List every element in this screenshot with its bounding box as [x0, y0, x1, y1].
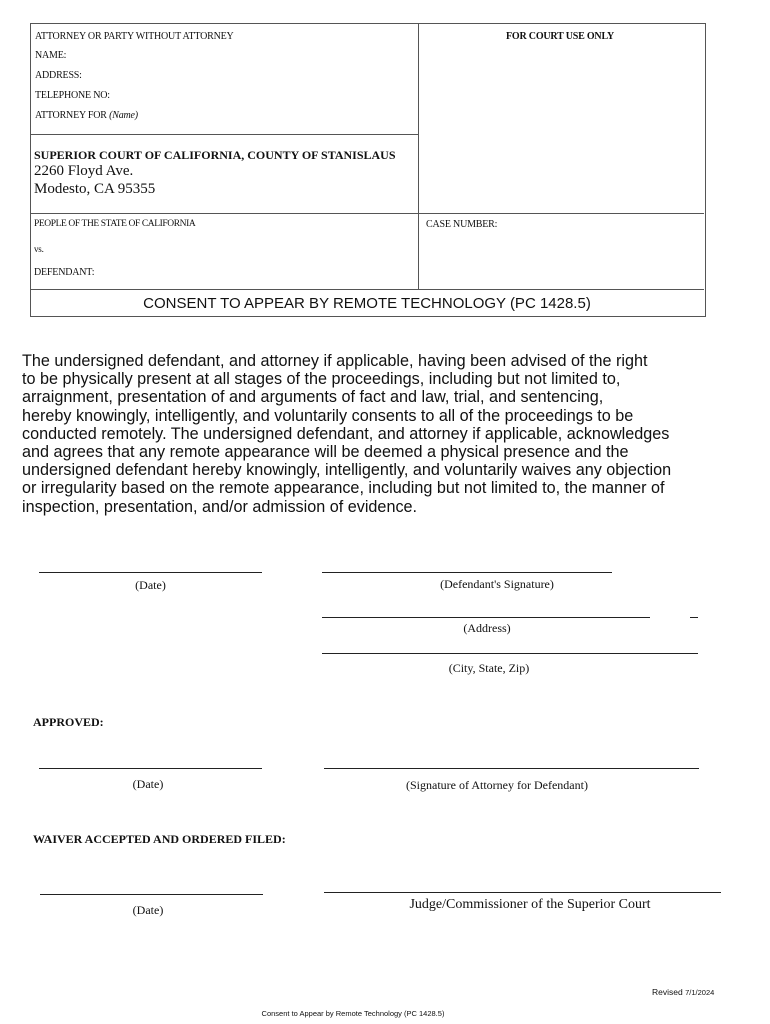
paragraph-line: to be physically present at all stages of the proceedings, including but not limited to, — [22, 370, 621, 389]
defendant-label: DEFENDANT: — [34, 267, 95, 278]
revised-date: 7/1/2024 — [685, 988, 715, 997]
date-line-3[interactable] — [40, 894, 263, 895]
address-label: ADDRESS: — [35, 70, 82, 81]
paragraph-line: or irregularity based on the remote appearance, including but not limited to, the manner of — [22, 479, 665, 498]
address-line-extension — [690, 617, 698, 618]
paragraph-line: hereby knowingly, intelligently, and voluntarily consents to all of the proceedings to be — [22, 406, 634, 425]
city-state-zip-caption: (City, State, Zip) — [448, 661, 530, 675]
paragraph-line: arraignment, presentation of and arguments of fact and law, trial, and sentencing, — [22, 388, 604, 407]
court-use-only-label: FOR COURT USE ONLY — [506, 31, 615, 42]
attorney-section-divider — [30, 134, 418, 135]
footer-form-name: Consent to Appear by Remote Technology (PC 1428.5) — [261, 1009, 445, 1018]
case-number-label: CASE NUMBER: — [426, 219, 498, 230]
date-caption-1: (Date) — [135, 578, 166, 592]
attorney-signature-line[interactable] — [324, 768, 699, 769]
paragraph-line: The undersigned defendant, and attorney if applicable, having been advised of the right — [22, 352, 648, 370]
date-caption-3: (Date) — [132, 903, 164, 917]
caption-vertical-divider — [418, 23, 419, 289]
approved-label: APPROVED: — [33, 715, 104, 729]
date-line-1[interactable] — [39, 572, 262, 573]
revised-label: Revised — [652, 987, 683, 997]
telephone-label: TELEPHONE NO: — [35, 90, 110, 101]
address-line[interactable] — [322, 617, 650, 618]
paragraph-line: and agrees that any remote appearance will be deemed a physical presence and the — [22, 443, 629, 462]
court-section-divider — [30, 213, 704, 214]
attorney-for-label — [35, 110, 138, 121]
paragraph-line: conducted remotely. The undersigned defendant, and attorney if applicable, acknowledges — [22, 424, 670, 443]
form-title: CONSENT TO APPEAR BY REMOTE TECHNOLOGY (PC 1428.5) — [143, 295, 591, 312]
court-city: Modesto, CA 95355 — [34, 181, 156, 197]
paragraph-line: undersigned defendant hereby knowingly, intelligently, and voluntarily waives any objection — [22, 461, 672, 480]
defendant-signature-line[interactable] — [322, 572, 612, 573]
court-street: 2260 Floyd Ave. — [34, 163, 134, 179]
city-state-zip-line[interactable] — [322, 653, 698, 654]
date-caption-2: (Date) — [132, 777, 164, 791]
judge-signature-line[interactable] — [324, 892, 721, 893]
address-caption: (Address) — [463, 621, 511, 635]
attorney-for-name: (Name) — [109, 110, 138, 121]
attorney-label: ATTORNEY OR PARTY WITHOUT ATTORNEY — [35, 31, 234, 42]
paragraph-line: inspection, presentation, and/or admission of evidence. — [22, 497, 418, 516]
vs-label: vs. — [34, 244, 44, 254]
people-label: PEOPLE OF THE STATE OF CALIFORNIA — [34, 219, 196, 229]
consent-paragraph — [22, 352, 742, 516]
defendant-signature-caption: (Defendant's Signature) — [440, 577, 554, 591]
revised-stamp — [652, 987, 714, 997]
name-label: NAME: — [35, 50, 67, 61]
title-divider — [30, 289, 704, 290]
court-name: SUPERIOR COURT OF CALIFORNIA, COUNTY OF STANISLAUS — [34, 148, 396, 162]
waiver-label: WAIVER ACCEPTED AND ORDERED FILED: — [33, 832, 286, 846]
attorney-for-text: ATTORNEY FOR — [35, 110, 107, 121]
judge-caption: Judge/Commissioner of the Superior Court — [409, 897, 651, 912]
attorney-signature-caption: (Signature of Attorney for Defendant) — [406, 778, 588, 792]
date-line-2[interactable] — [39, 768, 262, 769]
